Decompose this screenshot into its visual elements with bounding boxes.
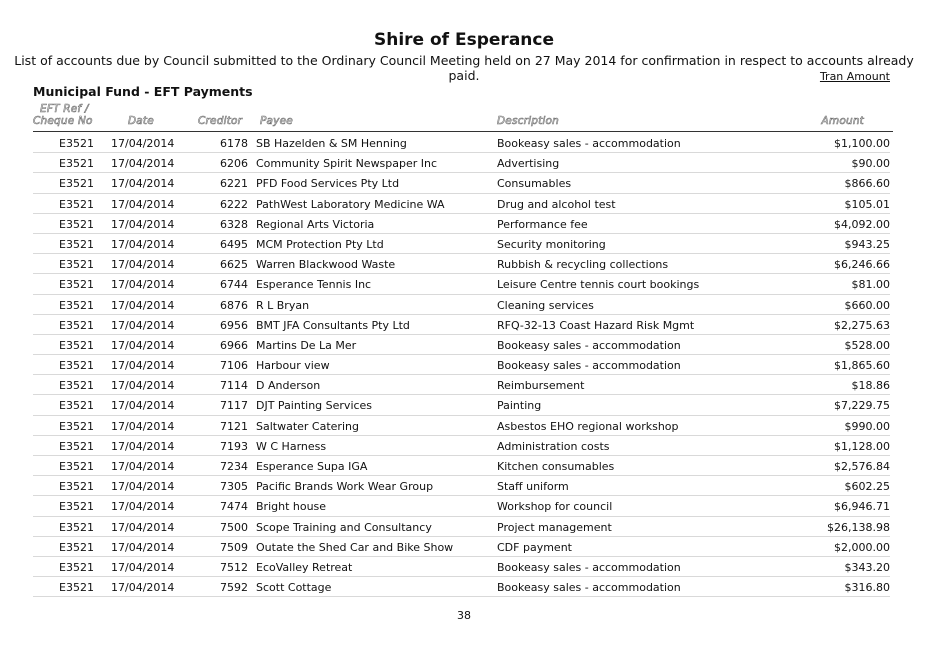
cell-payee: D Anderson: [256, 379, 321, 393]
table-row: [0, 557, 928, 577]
cell-payee: Esperance Tennis Inc: [256, 278, 372, 292]
cell-date: 17/04/2014: [111, 258, 175, 272]
cell-amount: $990.00: [844, 419, 890, 433]
cell-description: Consumables: [497, 177, 572, 191]
table-row: [0, 537, 928, 557]
cell-eft-ref: E3521: [59, 278, 94, 292]
cell-description: Workshop for council: [497, 500, 613, 514]
cell-payee: Saltwater Catering: [256, 419, 359, 433]
table-row: [0, 456, 928, 476]
cell-amount: $4,092.00: [834, 217, 890, 231]
cell-amount: $18.86: [851, 379, 890, 393]
header-payee: Payee: [260, 115, 293, 127]
cell-eft-ref: E3521: [59, 258, 94, 272]
cell-date: 17/04/2014: [111, 217, 175, 231]
cell-eft-ref: E3521: [59, 318, 94, 332]
cell-amount: $90.00: [851, 157, 890, 171]
cell-description: Rubbish & recycling collections: [497, 258, 669, 272]
cell-amount: $602.25: [844, 480, 890, 494]
cell-payee: Martins De La Mer: [256, 338, 357, 352]
cell-date: 17/04/2014: [111, 439, 175, 453]
cell-description: Bookeasy sales - accommodation: [497, 560, 681, 574]
cell-amount: $1,865.60: [834, 359, 890, 373]
table-row: [0, 436, 928, 456]
cell-creditor: 6221: [220, 177, 248, 191]
table-row: [0, 274, 928, 294]
table-row: [0, 395, 928, 415]
cell-payee: PFD Food Services Pty Ltd: [256, 177, 400, 191]
table-row: [0, 194, 928, 214]
cell-date: 17/04/2014: [111, 379, 175, 393]
table-row: [0, 153, 928, 173]
cell-creditor: 6222: [220, 197, 248, 211]
cell-payee: Outate the Shed Car and Bike Show: [256, 540, 454, 554]
cell-eft-ref: E3521: [59, 237, 94, 251]
cell-description: Security monitoring: [497, 237, 606, 251]
cell-creditor: 7474: [220, 500, 248, 514]
cell-date: 17/04/2014: [111, 581, 175, 595]
cell-description: Administration costs: [497, 439, 610, 453]
cell-amount: $316.80: [844, 581, 890, 595]
cell-payee: Pacific Brands Work Wear Group: [256, 480, 434, 494]
table-row: [0, 133, 928, 153]
cell-date: 17/04/2014: [111, 419, 175, 433]
cell-payee: Warren Blackwood Waste: [256, 258, 396, 272]
header-ref-line2: Cheque No: [33, 115, 93, 127]
cell-description: Staff uniform: [497, 480, 569, 494]
table-row: [0, 234, 928, 254]
header-ref-line1: EFT Ref /: [40, 103, 89, 115]
cell-eft-ref: E3521: [59, 359, 94, 373]
cell-date: 17/04/2014: [111, 197, 175, 211]
cell-eft-ref: E3521: [59, 480, 94, 494]
cell-amount: $2,275.63: [834, 318, 890, 332]
table-row: [0, 517, 928, 537]
table-row: [0, 355, 928, 375]
cell-creditor: 7117: [220, 399, 248, 413]
cell-payee: Community Spirit Newspaper Inc: [256, 157, 438, 171]
cell-eft-ref: E3521: [59, 540, 94, 554]
cell-description: CDF payment: [497, 540, 572, 554]
cell-eft-ref: E3521: [59, 197, 94, 211]
cell-description: Cleaning services: [497, 298, 594, 312]
table-row: [0, 577, 928, 597]
header-amount: Amount: [821, 115, 864, 127]
cell-creditor: 6206: [220, 157, 248, 171]
cell-eft-ref: E3521: [59, 177, 94, 191]
table-row: [0, 476, 928, 496]
table-row: [0, 254, 928, 274]
header-date: Date: [128, 115, 154, 127]
cell-payee: Scott Cottage: [256, 581, 332, 595]
cell-creditor: 6328: [220, 217, 248, 231]
cell-creditor: 7121: [220, 419, 248, 433]
cell-eft-ref: E3521: [59, 338, 94, 352]
cell-description: Drug and alcohol test: [497, 197, 616, 211]
cell-eft-ref: E3521: [59, 379, 94, 393]
cell-amount: $528.00: [844, 338, 890, 352]
cell-payee: R L Bryan: [256, 298, 310, 312]
cell-creditor: 7234: [220, 460, 248, 473]
cell-description: Bookeasy sales - accommodation: [497, 359, 681, 373]
cell-date: 17/04/2014: [111, 157, 175, 171]
cell-description: Bookeasy sales - accommodation: [497, 581, 681, 595]
cell-eft-ref: E3521: [59, 399, 94, 413]
cell-date: 17/04/2014: [111, 359, 175, 373]
cell-description: Project management: [497, 520, 612, 534]
cell-description: Performance fee: [497, 217, 588, 231]
cell-eft-ref: E3521: [59, 460, 94, 473]
table-row: [0, 214, 928, 234]
header-description: Description: [497, 115, 560, 127]
cell-description: Leisure Centre tennis court bookings: [497, 278, 700, 292]
cell-amount: $6,246.66: [834, 258, 890, 272]
cell-description: Painting: [497, 399, 542, 413]
cell-date: 17/04/2014: [111, 177, 175, 191]
cell-description: Asbestos EHO regional workshop: [497, 419, 679, 433]
cell-payee: BMT JFA Consultants Pty Ltd: [256, 318, 410, 332]
cell-date: 17/04/2014: [111, 137, 175, 150]
cell-date: 17/04/2014: [111, 278, 175, 292]
table-row: [0, 496, 928, 516]
cell-payee: Scope Training and Consultancy: [256, 520, 432, 534]
cell-date: 17/04/2014: [111, 338, 175, 352]
cell-creditor: 7512: [220, 560, 248, 574]
cell-amount: $660.00: [844, 298, 890, 312]
table-row: [0, 173, 928, 193]
cell-date: 17/04/2014: [111, 560, 175, 574]
cell-eft-ref: E3521: [59, 217, 94, 231]
cell-payee: Esperance Supa IGA: [256, 460, 368, 473]
cell-eft-ref: E3521: [59, 137, 94, 150]
cell-eft-ref: E3521: [59, 520, 94, 534]
header-creditor: Creditor: [198, 115, 243, 127]
cell-creditor: 6495: [220, 237, 248, 251]
cell-date: 17/04/2014: [111, 460, 175, 473]
cell-payee: MCM Protection Pty Ltd: [256, 237, 384, 251]
cell-creditor: 7114: [220, 379, 248, 393]
cell-date: 17/04/2014: [111, 237, 175, 251]
cell-amount: $7,229.75: [834, 399, 890, 413]
table-row: [0, 335, 928, 355]
cell-amount: $943.25: [844, 237, 890, 251]
cell-date: 17/04/2014: [111, 480, 175, 494]
cell-creditor: 7592: [220, 581, 248, 595]
cell-creditor: 6956: [220, 318, 248, 332]
cell-description: Bookeasy sales - accommodation: [497, 137, 681, 150]
cell-amount: $26,138.98: [827, 520, 890, 534]
cell-date: 17/04/2014: [111, 500, 175, 514]
cell-description: RFQ-32-13 Coast Hazard Risk Mgmt: [497, 318, 695, 332]
cell-payee: Regional Arts Victoria: [256, 217, 375, 231]
document-title: Shire of Esperance: [374, 30, 554, 50]
cell-creditor: 7509: [220, 540, 248, 554]
cell-creditor: 7106: [220, 359, 248, 373]
cell-amount: $81.00: [851, 278, 890, 292]
page-number: 38: [457, 609, 471, 622]
document-subtitle: List of accounts due by Council submitted to the Ordinary Council Meeting held on 27 May 2014 for confirmation in respect to accounts already paid.: [14, 53, 914, 83]
table-row: [0, 375, 928, 395]
cell-creditor: 7500: [220, 520, 248, 534]
cell-amount: $6,946.71: [834, 500, 890, 514]
cell-eft-ref: E3521: [59, 419, 94, 433]
cell-eft-ref: E3521: [59, 500, 94, 514]
cell-creditor: 7305: [220, 480, 248, 494]
cell-eft-ref: E3521: [59, 581, 94, 595]
cell-payee: DJT Painting Services: [256, 399, 373, 413]
table-row: [0, 295, 928, 315]
cell-amount: $1,128.00: [834, 439, 890, 453]
cell-description: Kitchen consumables: [497, 460, 615, 473]
header-divider: [33, 131, 893, 132]
cell-description: Reimbursement: [497, 379, 585, 393]
cell-creditor: 7193: [220, 439, 248, 453]
cell-payee: Harbour view: [256, 359, 330, 373]
cell-amount: $1,100.00: [834, 137, 890, 150]
cell-eft-ref: E3521: [59, 157, 94, 171]
cell-description: Bookeasy sales - accommodation: [497, 338, 681, 352]
table-row: [0, 315, 928, 335]
cell-creditor: 6744: [220, 278, 248, 292]
cell-date: 17/04/2014: [111, 318, 175, 332]
cell-creditor: 6876: [220, 298, 248, 312]
cell-amount: $105.01: [844, 197, 890, 211]
cell-payee: Bright house: [256, 500, 327, 514]
cell-date: 17/04/2014: [111, 399, 175, 413]
cell-date: 17/04/2014: [111, 540, 175, 554]
cell-eft-ref: E3521: [59, 439, 94, 453]
cell-description: Advertising: [497, 157, 560, 171]
table-row: [0, 416, 928, 436]
tran-amount-label: Tran Amount: [819, 70, 890, 83]
cell-payee: SB Hazelden & SM Henning: [256, 137, 407, 150]
cell-amount: $866.60: [844, 177, 890, 191]
cell-date: 17/04/2014: [111, 298, 175, 312]
cell-amount: $343.20: [844, 560, 890, 574]
cell-payee: PathWest Laboratory Medicine WA: [256, 197, 445, 211]
cell-date: 17/04/2014: [111, 520, 175, 534]
cell-payee: EcoValley Retreat: [256, 560, 353, 574]
cell-creditor: 6625: [220, 258, 248, 272]
cell-amount: $2,000.00: [834, 540, 890, 554]
cell-amount: $2,576.84: [834, 460, 890, 473]
payments-table: [0, 133, 928, 597]
cell-creditor: 6178: [220, 137, 248, 150]
cell-payee: W C Harness: [256, 439, 327, 453]
cell-eft-ref: E3521: [59, 560, 94, 574]
section-title: Municipal Fund - EFT Payments: [33, 84, 253, 99]
cell-creditor: 6966: [220, 338, 248, 352]
cell-eft-ref: E3521: [59, 298, 94, 312]
